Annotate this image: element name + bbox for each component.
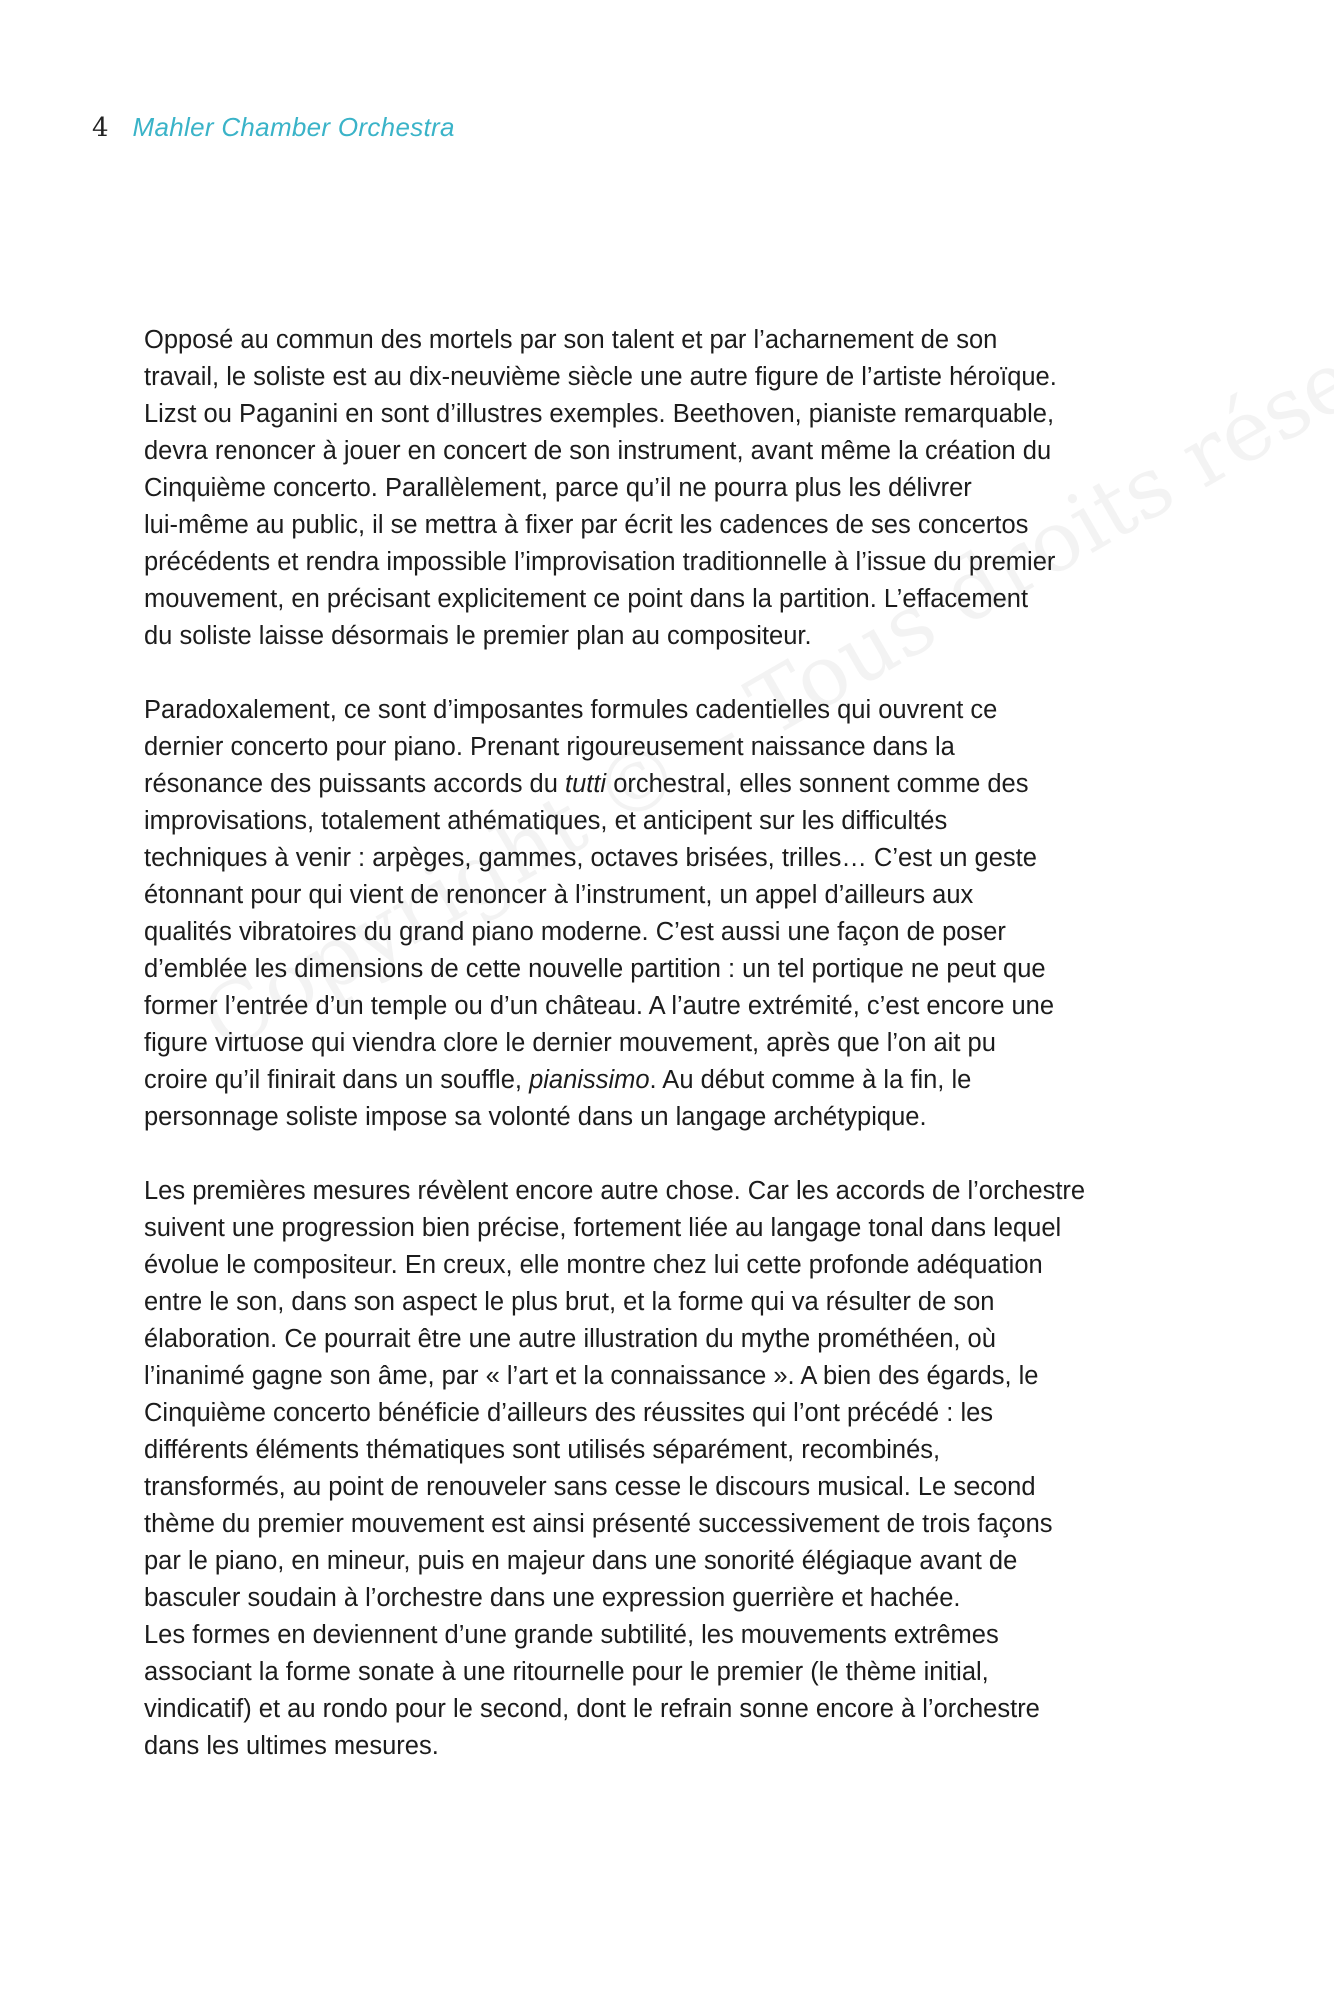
- text-line: personnage soliste impose sa volonté dans un langage archétypique.: [144, 1103, 927, 1131]
- text-line: précédents et rendra impossible l’improvisation traditionnelle à l’issue du premier: [144, 548, 1056, 576]
- text-line: différents éléments thématiques sont utilisés séparément, recombinés,: [144, 1436, 941, 1464]
- text-line: par le piano, en mineur, puis en majeur dans une sonorité élégiaque avant de: [144, 1547, 1018, 1575]
- paragraph: [144, 1173, 1224, 1617]
- page-header: [92, 112, 455, 152]
- italic-term: tutti: [565, 770, 607, 798]
- text-line: dans les ultimes mesures.: [144, 1732, 439, 1760]
- text-line: techniques à venir : arpèges, gammes, octaves brisées, trilles… C’est un geste: [144, 844, 1037, 872]
- text-line: Cinquième concerto. Parallèlement, parce qu’il ne pourra plus les délivrer: [144, 474, 972, 502]
- paragraph: [144, 692, 1224, 1136]
- text-segment: orchestral, elles sonnent comme des: [606, 770, 1029, 798]
- text-line: évolue le compositeur. En creux, elle montre chez lui cette profonde adéquation: [144, 1251, 1043, 1279]
- text-line: lui-même au public, il se mettra à fixer par écrit les cadences de ses concertos: [144, 511, 1029, 539]
- text-line: thème du premier mouvement est ainsi présenté successivement de trois façons: [144, 1510, 1053, 1538]
- text-segment: croire qu’il finirait dans un souffle,: [144, 1066, 530, 1094]
- text-line: travail, le soliste est au dix-neuvième siècle une autre figure de l’artiste héroïque.: [144, 363, 1057, 391]
- page-number: 4: [92, 113, 109, 143]
- running-title: Mahler Chamber Orchestra: [132, 112, 455, 142]
- paragraph: [144, 1617, 1224, 1765]
- text-line: qualités vibratoires du grand piano moderne. C’est aussi une façon de poser: [144, 918, 1006, 946]
- text-segment: résonance des puissants accords du: [144, 770, 565, 798]
- text-line: Cinquième concerto bénéficie d’ailleurs des réussites qui l’ont précédé : les: [144, 1399, 994, 1427]
- text-line: Les premières mesures révèlent encore autre chose. Car les accords de l’orchestre: [144, 1177, 1086, 1205]
- paragraph: [144, 322, 1224, 655]
- text-line: [144, 1062, 1224, 1099]
- text-line: vindicatif) et au rondo pour le second, dont le refrain sonne encore à l’orchestre: [144, 1695, 1040, 1723]
- text-line: dernier concerto pour piano. Prenant rigoureusement naissance dans la: [144, 733, 955, 761]
- italic-term: pianissimo: [529, 1066, 650, 1094]
- text-line: transformés, au point de renouveler sans cesse le discours musical. Le second: [144, 1473, 1036, 1501]
- text-line: élaboration. Ce pourrait être une autre illustration du mythe prométhéen, où: [144, 1325, 996, 1353]
- text-line: étonnant pour qui vient de renoncer à l’instrument, un appel d’ailleurs aux: [144, 881, 974, 909]
- article-body: [144, 322, 1224, 1802]
- text-line: Les formes en deviennent d’une grande subtilité, les mouvements extrêmes: [144, 1621, 999, 1649]
- text-line: Opposé au commun des mortels par son talent et par l’acharnement de son: [144, 326, 998, 354]
- text-line: former l’entrée d’un temple ou d’un château. A l’autre extrémité, c’est encore une: [144, 992, 1055, 1020]
- text-line: associant la forme sonate à une ritournelle pour le premier (le thème initial,: [144, 1658, 989, 1686]
- text-line: entre le son, dans son aspect le plus brut, et la forme qui va résulter de son: [144, 1288, 995, 1316]
- text-line: mouvement, en précisant explicitement ce point dans la partition. L’effacement: [144, 585, 1029, 613]
- text-line: [144, 766, 1224, 803]
- text-line: devra renoncer à jouer en concert de son instrument, avant même la création du: [144, 437, 1052, 465]
- text-line: du soliste laisse désormais le premier plan au compositeur.: [144, 622, 812, 650]
- text-line: figure virtuose qui viendra clore le dernier mouvement, après que l’on ait pu: [144, 1029, 996, 1057]
- text-line: basculer soudain à l’orchestre dans une expression guerrière et hachée.: [144, 1584, 961, 1612]
- text-line: improvisations, totalement athématiques, et anticipent sur les difficultés: [144, 807, 948, 835]
- text-line: suivent une progression bien précise, fortement liée au langage tonal dans lequel: [144, 1214, 1062, 1242]
- text-segment: . Au début comme à la fin, le: [649, 1066, 972, 1094]
- text-line: d’emblée les dimensions de cette nouvelle partition : un tel portique ne peut que: [144, 955, 1046, 983]
- text-line: l’inanimé gagne son âme, par « l’art et la connaissance ». A bien des égards, le: [144, 1362, 1039, 1390]
- text-line: Lizst ou Paganini en sont d’illustres exemples. Beethoven, pianiste remarquable,: [144, 400, 1055, 428]
- text-line: Paradoxalement, ce sont d’imposantes formules cadentielles qui ouvrent ce: [144, 696, 998, 724]
